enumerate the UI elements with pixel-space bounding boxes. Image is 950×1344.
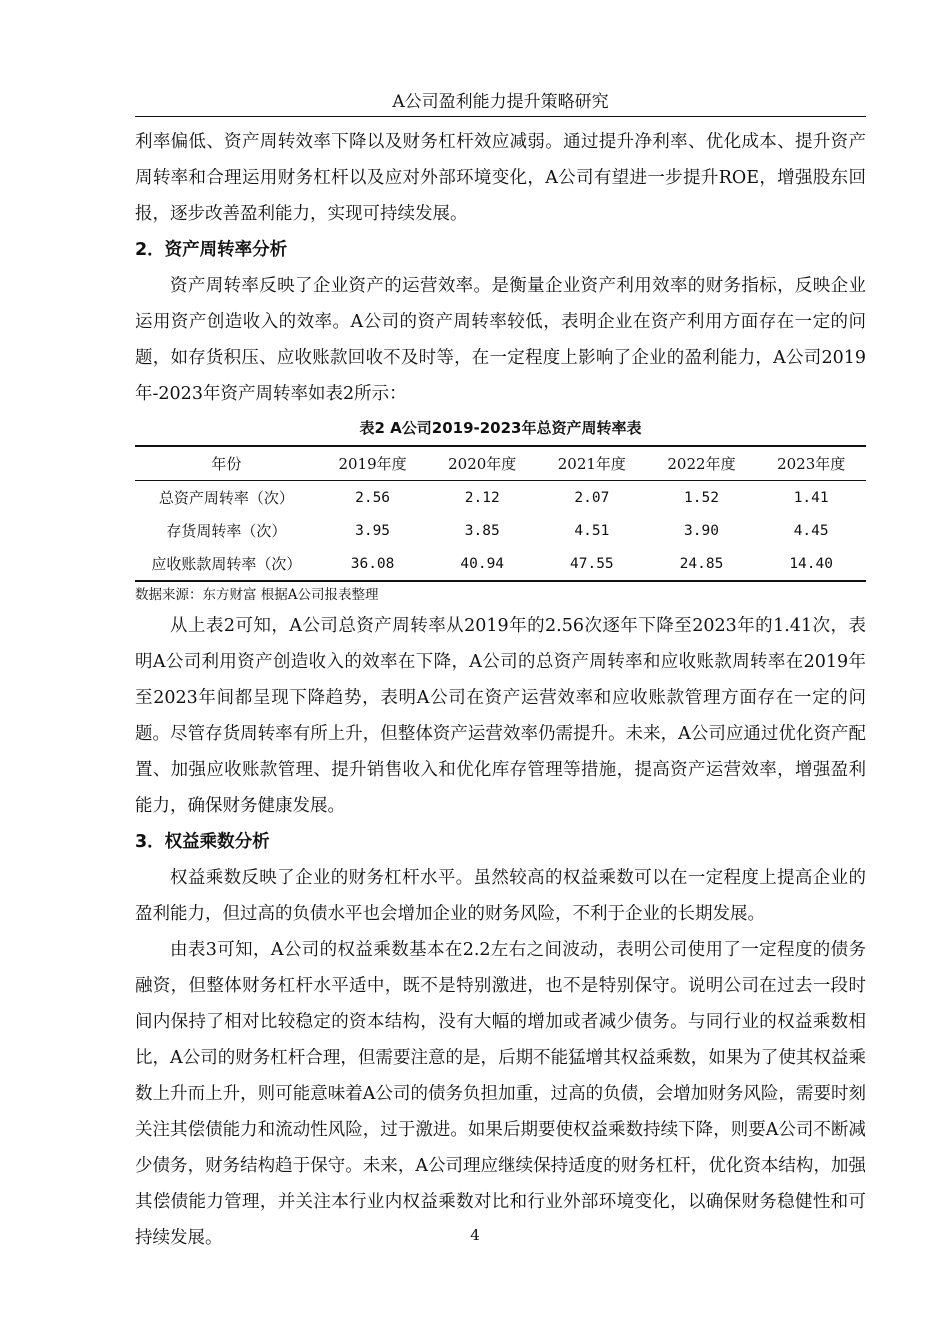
- table-cell: 2.12: [464, 489, 500, 506]
- table-header-cell: 2019年度: [318, 446, 428, 481]
- table-cell: 3.90: [684, 522, 719, 539]
- paragraph-asset-turnover-analysis: 从上表2可知，A公司总资产周转率从2019年的2.56次逐年下降至2023年的1.41次，表明A公司利用资产创造收入的效率在下降，A公司的总资产周转率和应收账款周转率在2019年至2023年间都呈现下降趋势，表明A公司在资产运营效率和应收账款管理方面存在一定的问题。尽管存货周转率有所上升，但整体资产运营效率仍需提升。未来，A公司应通过优化资产配置、加强应收账款管理、提升销售收入和优化库存管理等措施，提高资产运营效率，增强盈利能力，确保财务健康发展。: [135, 616, 866, 816]
- table-caption: 表2 A公司2019-2023年总资产周转率表: [359, 419, 642, 437]
- section-title-equity-multiplier: 3．权益乘数分析: [135, 832, 270, 852]
- table-cell: 40.94: [460, 555, 505, 572]
- paragraph-equity-multiplier-intro: 权益乘数反映了企业的财务杠杆水平。虽然较高的权益乘数可以在一定程度上提高企业的盈利能力，但过高的负债水平也会增加企业的财务风险，不利于企业的长期发展。: [135, 868, 866, 924]
- table-header-cell: 2022年度: [647, 446, 757, 481]
- table-cell: 4.45: [793, 522, 829, 539]
- table-cell: 14.40: [789, 555, 833, 572]
- table-row-label: 应收账款周转率（次）: [151, 555, 302, 573]
- table-header-cell: 2021年度: [537, 446, 647, 481]
- table-header-cell: 年份: [135, 446, 318, 481]
- table-header-row: [135, 446, 866, 481]
- table-row: [135, 547, 866, 581]
- table-cell: 3.85: [464, 522, 500, 539]
- paragraph-equity-multiplier-analysis: 由表3可知，A公司的权益乘数基本在2.2左右之间波动，表明公司使用了一定程度的债务融资，但整体财务杠杆水平适中，既不是特别激进，也不是特别保守。说明公司在过去一段时间内保持了相对比较稳定的资本结构，没有大幅的增加或者减少债务。与同行业的权益乘数相比，A公司的财务杠杆合理，但需要注意的是，后期不能猛增其权益乘数，如果为了使其权益乘数上升而上升，则可能意味着A公司的债务负担加重，过高的负债，会增加财务风险，需要时刻关注其偿债能力和流动性风险，过于激进。如果后期要使权益乘数持续下降，则要A公司不断减少债务，财务结构趋于保守。未来，A公司理应继续保持适度的财务杠杆，优化资本结构，加强其偿债能力管理，并关注本行业内权益乘数对比和行业外部环境变化，以确保财务稳健性和可持续发展。: [135, 940, 866, 1248]
- running-header: A公司盈利能力提升策略研究: [135, 88, 866, 117]
- table-cell: 24.85: [679, 555, 724, 572]
- table-cell: 47.55: [570, 555, 614, 572]
- turnover-table: [135, 445, 866, 582]
- table-row: [135, 481, 866, 515]
- table-cell: 2.07: [574, 489, 610, 506]
- table-cell: 1.41: [793, 489, 829, 506]
- paragraph-asset-turnover-intro: 资产周转率反映了企业资产的运营效率。是衡量企业资产利用效率的财务指标，反映企业运用资产创造收入的效率。A公司的资产周转率较低，表明企业在资产利用方面存在一定的问题，如存货积压、应收账款回收不及时等，在一定程度上影响了企业的盈利能力，A公司2019年-2023年资产周转率如表2所示：: [135, 276, 866, 404]
- table-cell: 1.52: [684, 489, 719, 506]
- table-cell: 4.51: [574, 522, 610, 539]
- page-body: [135, 124, 866, 1256]
- table-row: [135, 514, 866, 547]
- table-cell: 36.08: [350, 555, 395, 572]
- paragraph-roe-conclusion: 利率偏低、资产周转效率下降以及财务杠杆效应减弱。通过提升净利率、优化成本、提升资产周转率和合理运用财务杠杆以及应对外部环境变化，A公司有望进一步提升ROE，增强股东回报，逐步改善盈利能力，实现可持续发展。: [135, 132, 866, 224]
- page-number: 4: [470, 1226, 480, 1244]
- table-cell: 2.56: [355, 489, 391, 506]
- section-title-asset-turnover: 2．资产周转率分析: [135, 240, 288, 260]
- table-cell: 3.95: [355, 522, 391, 539]
- table-header-cell: 2023年度: [756, 446, 866, 481]
- table-row-label: 存货周转率（次）: [166, 522, 287, 540]
- table-source-note: 数据来源：东方财富 根据A公司报表整理: [135, 587, 379, 603]
- table-header-cell: 2020年度: [427, 446, 537, 481]
- table-row-label: 总资产周转率（次）: [158, 489, 294, 507]
